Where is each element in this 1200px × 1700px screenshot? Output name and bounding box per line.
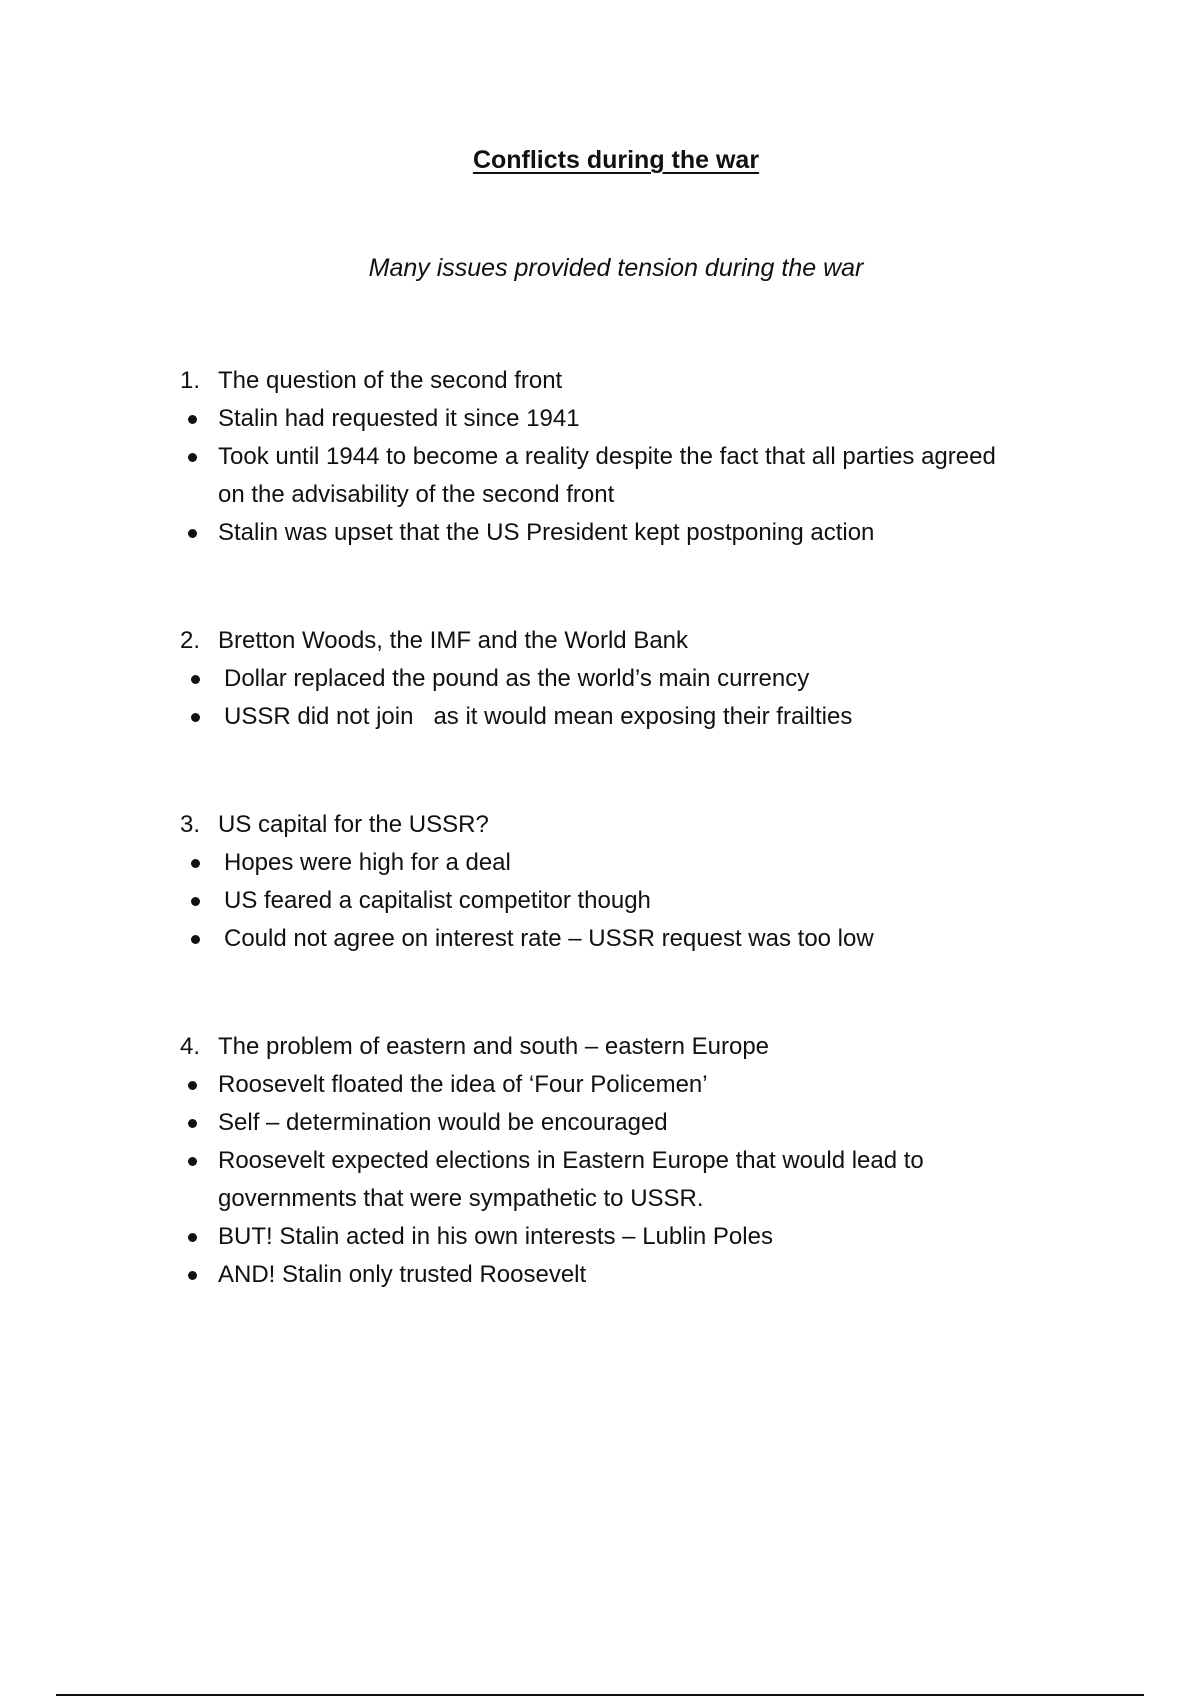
list-item-text: USSR did not join as it would mean exposing their frailties bbox=[224, 703, 853, 730]
list-item-continuation bbox=[180, 476, 1100, 514]
list-number: 2. bbox=[180, 627, 201, 654]
section-heading-text: The question of the second front bbox=[218, 367, 563, 394]
list-item-text: governments that were sympathetic to USSR. bbox=[218, 1185, 704, 1212]
page-subtitle: Many issues provided tension during the war bbox=[368, 254, 864, 282]
list-item bbox=[180, 1256, 1100, 1294]
list-item bbox=[180, 844, 1100, 882]
section-heading bbox=[180, 1028, 1100, 1066]
list-item bbox=[180, 400, 1100, 438]
list-item-text: Took until 1944 to become a reality despite the fact that all parties agreed bbox=[218, 443, 996, 470]
list-item-text: Could not agree on interest rate – USSR request was too low bbox=[224, 925, 874, 952]
section-heading-text: US capital for the USSR? bbox=[218, 811, 489, 838]
list-item-text: Stalin was upset that the US President kept postponing action bbox=[218, 519, 875, 546]
list-item-text: AND! Stalin only trusted Roosevelt bbox=[218, 1261, 587, 1288]
list-item-text: on the advisability of the second front bbox=[218, 481, 615, 508]
list-number: 4. bbox=[180, 1033, 201, 1060]
bullet-icon bbox=[188, 453, 197, 462]
section-bretton-woods bbox=[180, 622, 1100, 736]
bullet-icon bbox=[191, 897, 200, 906]
list-item-text: BUT! Stalin acted in his own interests – Lublin Poles bbox=[218, 1223, 773, 1250]
list-number: 3. bbox=[180, 811, 201, 838]
footer-divider bbox=[56, 1694, 1144, 1696]
section-us-capital bbox=[180, 806, 1100, 958]
section-eastern-europe bbox=[180, 1028, 1100, 1294]
list-item bbox=[180, 920, 1100, 958]
bullet-icon bbox=[188, 1081, 197, 1090]
bullet-icon bbox=[191, 713, 200, 722]
section-heading-text: Bretton Woods, the IMF and the World Bank bbox=[218, 627, 689, 654]
bullet-icon bbox=[191, 935, 200, 944]
list-item bbox=[180, 1218, 1100, 1256]
bullet-icon bbox=[188, 415, 197, 424]
list-item-text: US feared a capitalist competitor though bbox=[224, 887, 651, 914]
section-heading bbox=[180, 362, 1100, 400]
list-item bbox=[180, 660, 1100, 698]
bullet-icon bbox=[188, 1119, 197, 1128]
list-item-text: Self – determination would be encouraged bbox=[218, 1109, 668, 1136]
list-item-text: Roosevelt floated the idea of ‘Four Policemen’ bbox=[218, 1071, 708, 1098]
list-item bbox=[180, 1066, 1100, 1104]
bullet-icon bbox=[191, 675, 200, 684]
bullet-icon bbox=[188, 529, 197, 538]
page-title: Conflicts during the war bbox=[472, 146, 760, 174]
bullet-icon bbox=[188, 1157, 197, 1166]
list-item bbox=[180, 438, 1100, 476]
list-item-text: Stalin had requested it since 1941 bbox=[218, 405, 580, 432]
list-item bbox=[180, 514, 1100, 552]
bullet-icon bbox=[191, 859, 200, 868]
list-item-text: Roosevelt expected elections in Eastern Europe that would lead to bbox=[218, 1147, 924, 1174]
section-second-front bbox=[180, 362, 1100, 552]
section-heading-text: The problem of eastern and south – eastern Europe bbox=[218, 1033, 770, 1060]
section-heading bbox=[180, 622, 1100, 660]
list-item bbox=[180, 1104, 1100, 1142]
list-item-continuation bbox=[180, 1180, 1100, 1218]
list-number: 1. bbox=[180, 367, 201, 394]
list-item bbox=[180, 698, 1100, 736]
list-item bbox=[180, 1142, 1100, 1180]
list-item bbox=[180, 882, 1100, 920]
list-item-text: Dollar replaced the pound as the world’s main currency bbox=[224, 665, 810, 692]
section-heading bbox=[180, 806, 1100, 844]
bullet-icon bbox=[188, 1233, 197, 1242]
bullet-icon bbox=[188, 1271, 197, 1280]
list-item-text: Hopes were high for a deal bbox=[224, 849, 511, 876]
